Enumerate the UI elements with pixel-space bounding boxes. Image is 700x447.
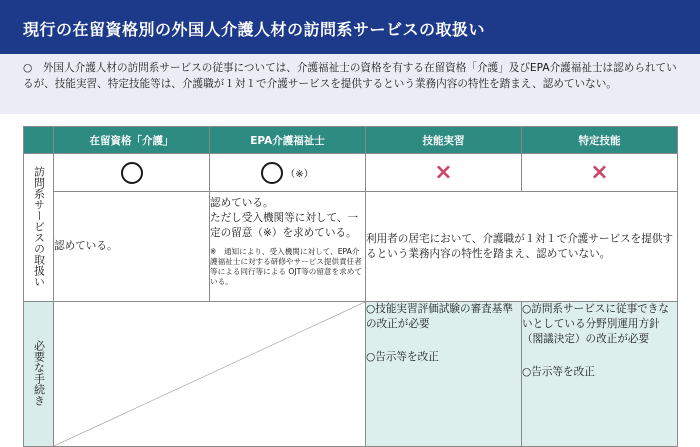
- row-label-handling-text: 訪問系サービスの取扱い: [32, 165, 46, 287]
- intro-text: ○ 外国人介護人材の訪問系サービスの従事については、介護福祉士の資格を有する在留資格「介護」及びEPA介護福祉士は認められているが、技能実習、特定技能等は、介護職が１対１で介護サービスを提供するという業務内容の特性を踏まえ、認めていない。: [23, 62, 677, 90]
- diagonal-line: [54, 302, 365, 446]
- row-label-procedures: [24, 302, 54, 447]
- intro-box: [0, 54, 700, 114]
- column-header-ginou: 技能実習: [366, 127, 522, 154]
- procedure-item: ○告示等を改正: [366, 351, 439, 363]
- procedures-empty-cell: [54, 302, 366, 447]
- cross-mark-icon: ×: [590, 159, 609, 185]
- table-corner-cell: [24, 127, 54, 154]
- column-header-tokutei: 特定技能: [522, 127, 678, 154]
- comparison-table: [23, 126, 678, 447]
- circle-mark-icon: [261, 162, 283, 184]
- page-title: 現行の在留資格別の外国人介護人材の訪問系サービスの取扱い: [23, 20, 486, 39]
- mark-cell-epa: [210, 154, 366, 192]
- epa-small-note: ※ 通知により、受入機関に対して、EPA介護福祉士に対する研修やサービス提供責任者等による同行等による OJT等の留意を求めている。: [210, 247, 362, 286]
- table-row-procedures: [24, 302, 678, 447]
- procedure-item: ○訪問系サービスに従事できないとしている分野別運用方針（閣議決定）の改正が必要: [522, 303, 669, 345]
- row-label-handling: [24, 154, 54, 302]
- procedures-tokutei-cell: [522, 302, 678, 447]
- column-header-kaigo: 在留資格「介護」: [54, 127, 210, 154]
- cross-mark-icon: ×: [434, 159, 453, 185]
- mark-cell-kaigo: [54, 154, 210, 192]
- mark-cell-tokutei: [522, 154, 678, 192]
- epa-note-ref: （※）: [285, 169, 314, 180]
- mark-cell-ginou: [366, 154, 522, 192]
- epa-handling-text: 認めている。 ただし受入機関等に対して、一定の留意（※）を求めている。: [210, 197, 359, 239]
- kaigo-handling-text: 認めている。: [54, 192, 210, 302]
- table-row-handling-text: [24, 192, 678, 302]
- procedure-item: ○告示等を改正: [522, 366, 595, 378]
- row-label-procedures-text: 必要な手続き: [32, 339, 46, 406]
- epa-handling-cell: [210, 192, 366, 302]
- ginou-tokutei-merged-text: 利用者の居宅において、介護職が１対１で介護サービスを提供するという業務内容の特性を踏まえ、認めていない。: [366, 192, 678, 302]
- column-header-epa: EPA介護福祉士: [210, 127, 366, 154]
- header-banner: [0, 0, 700, 54]
- circle-mark-icon: [121, 162, 143, 184]
- procedures-ginou-cell: [366, 302, 522, 447]
- procedure-item: ○技能実習評価試験の審査基準の改正が必要: [366, 303, 513, 330]
- table-header-row: [24, 127, 678, 154]
- table-row-marks: [24, 154, 678, 192]
